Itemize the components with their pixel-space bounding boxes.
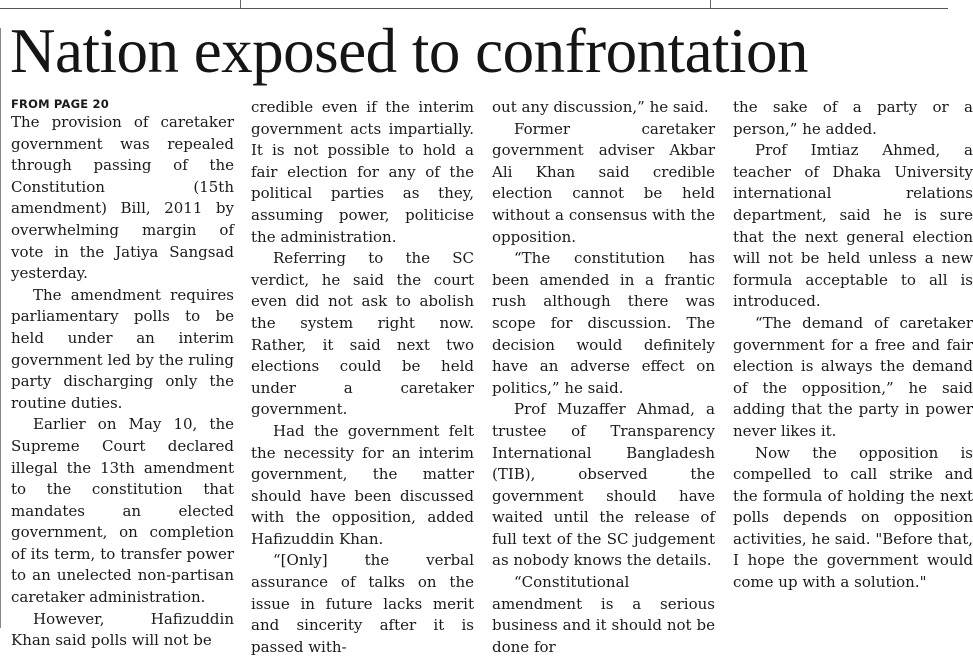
article-column-3 [492, 97, 715, 658]
column-tick-mark [710, 0, 711, 8]
article-column-4 [733, 97, 973, 594]
article-column-1 [11, 97, 234, 652]
paragraph: Former caretaker government adviser Akbar Ali Khan said credible election cannot be held without a consensus with the opposition. [492, 119, 715, 246]
paragraph: However, Hafizuddin Khan said polls will not be [11, 609, 234, 650]
paragraph: Now the opposition is compelled to call strike and the formula of holding the next polls depends on opposition activities, he said. "Before that, I hope the government would come up with a solution." [733, 443, 973, 592]
article-column-2 [251, 97, 474, 658]
paragraph: “[Only] the verbal assurance of talks on the issue in future lacks merit and sincerity after it is passed with- [251, 551, 474, 656]
paragraph: Prof Muzaffer Ahmad, a trustee of Transparency International Bangladesh (TIB), observed the government should have waited until the release of full text of the SC judgement as nobody knows the details. [492, 400, 715, 570]
paragraph: “The constitution has been amended in a frantic rush although there was scope for discussion. The decision would definitely have an adverse effect on politics,” he said. [492, 249, 715, 397]
paragraph: The amendment requires parliamentary polls to be held under an interim government led by the ruling party discharging only the routine duties. [11, 285, 234, 412]
headline: Nation exposed to confrontation [10, 16, 809, 86]
column-tick-mark [240, 0, 241, 8]
paragraph: The provision of caretaker government was repealed through passing of the Constitution (15th amendment) Bill, 2011 by overwhelming margin of vote in the Jatiya Sangsad yesterday. [11, 113, 234, 283]
paragraph: Referring to the SC verdict, he said the court even did not ask to abolish the system right now. Rather, it said next two elections could be held under a caretaker government. [251, 249, 474, 419]
left-column-rule [0, 28, 1, 628]
paragraph: Had the government felt the necessity for an interim government, the matter should have been discussed with the opposition, added Hafizuddin Khan. [251, 421, 474, 548]
paragraph: “Constitutional amendment is a serious business and it should not be done for [492, 573, 715, 656]
paragraph: Prof Imtiaz Ahmed, a teacher of Dhaka University international relations department, said he is sure that the next general election will not be held unless a new formula acceptable to all is introduced. [733, 141, 973, 311]
kicker: FROM PAGE 20 [11, 97, 109, 111]
paragraph: the sake of a party or a person,” he added. [733, 98, 973, 138]
paragraph: Earlier on May 10, the Supreme Court declared illegal the 13th amendment to the constitution that mandates an elected government, on completion of its term, to transfer power to an unelected non-partisan caretaker administration. [11, 415, 234, 607]
paragraph: “The demand of caretaker government for a free and fair election is always the demand of the opposition,” he said adding that the party in power never likes it. [733, 313, 973, 440]
top-rule [0, 8, 948, 9]
paragraph: credible even if the interim government acts impartially. It is not possible to hold a fair election for any of the political parties as they, assuming power, politicise the administration. [251, 98, 474, 246]
paragraph: out any discussion,” he said. [492, 98, 709, 116]
